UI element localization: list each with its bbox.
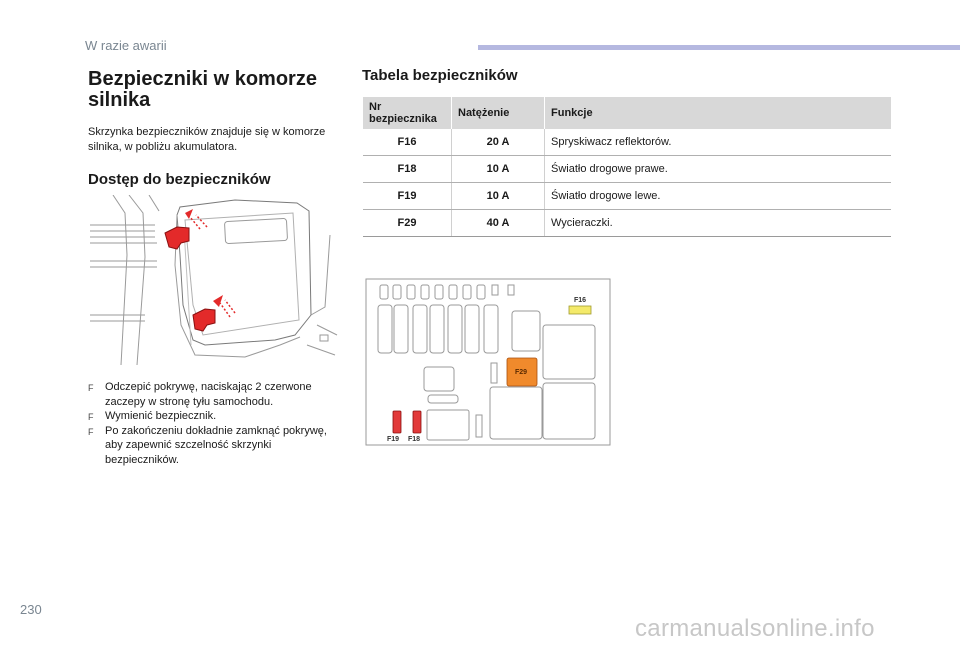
fuse-number: F19 [363,183,452,210]
section-title: Bezpieczniki w komorze silnika [88,68,317,111]
step-text: Odczepić pokrywę, naciskając 2 czerwone zaczepy w stronę tyłu samochodu. [105,381,312,408]
list-item [88,409,346,424]
steps-list [88,380,346,467]
fuse-number: F18 [363,156,452,183]
table-header-row [363,97,891,129]
step-text: Wymienić bezpiecznik. [105,410,217,422]
column-header-number: Nr bezpiecznika [363,97,452,129]
table-row [363,129,891,156]
intro-text: Skrzynka bezpieczników znajduje się w komorze silnika, w pobliżu akumulatora. [88,126,326,153]
column-header-current: Natężenie [452,97,545,129]
page-number: 230 [20,602,42,617]
fuse-f29-label: F29 [515,369,528,376]
fuse-function: Światło drogowe lewe. [545,183,892,210]
header-section-label: W razie awarii [85,38,167,53]
fuse-function: Wycieraczki. [545,210,892,237]
list-item [88,424,346,468]
table-row [363,183,891,210]
fuse-current: 40 A [452,210,545,237]
red-clip-bottom [193,309,215,331]
list-item [88,380,346,409]
fuse-f18-marker [413,411,421,433]
fuse-f18-label: F18 [408,436,421,443]
table-row [363,156,891,183]
fuse-function: Spryskiwacz reflektorów. [545,129,892,156]
access-title: Dostęp do bezpieczników [88,171,271,188]
fuse-current: 10 A [452,156,545,183]
fuse-f16-label: F16 [574,297,587,304]
left-column [88,68,343,188]
fuse-f19-marker [393,411,401,433]
fusebox-cover-illustration [85,195,340,368]
fuse-number: F29 [363,210,452,237]
fuse-f16-marker [569,306,591,314]
fuse-table [363,97,891,237]
step-text: Po zakończeniu dokładnie zamknąć pokrywę, aby zapewnić szczelność skrzynki bezpieczników. [105,424,327,466]
bullet-icon: F [88,426,94,437]
bullet-icon: F [88,412,94,422]
fuse-current: 10 A [452,183,545,210]
bullet-icon: F [88,383,94,393]
column-header-function: Funkcje [545,97,892,129]
fuse-number: F16 [363,129,452,156]
table-row [363,210,891,237]
header-accent-bar [478,45,960,50]
fuse-function: Światło drogowe prawe. [545,156,892,183]
watermark: carmanualsonline.info [635,615,875,642]
fuse-f19-label: F19 [387,436,400,443]
table-title: Tabela bezpieczników [362,67,518,84]
fuse-layout-diagram [362,275,614,447]
fuse-current: 20 A [452,129,545,156]
